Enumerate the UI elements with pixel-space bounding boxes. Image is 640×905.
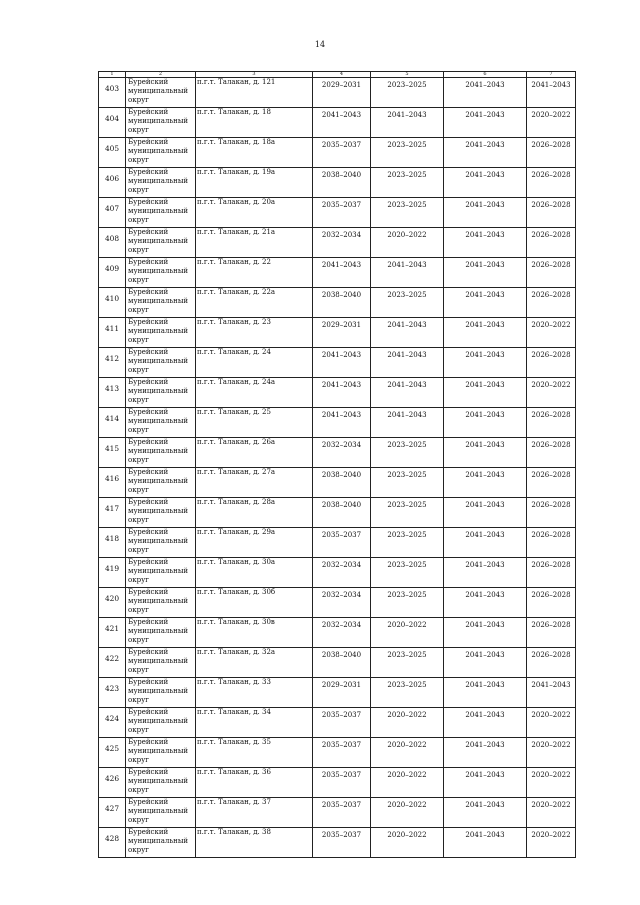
period-col5-cell: 2023–2025 [371, 288, 444, 318]
period-col5-cell: 2041–2043 [371, 378, 444, 408]
period-col7-cell: 2026–2028 [527, 438, 576, 468]
row-number: 415 [99, 438, 126, 468]
period-col5-cell: 2020–2022 [371, 768, 444, 798]
table-row [99, 468, 576, 498]
period-col7-cell: 2026–2028 [527, 648, 576, 678]
table-row [99, 528, 576, 558]
period-col7-cell: 2026–2028 [527, 588, 576, 618]
period-col6-cell: 2041–2043 [444, 798, 527, 828]
district-cell: Бурейский муниципальный округ [126, 618, 196, 648]
district-cell: Бурейский муниципальный округ [126, 138, 196, 168]
period-col4-cell: 2035–2037 [313, 708, 371, 738]
period-col7-cell: 2026–2028 [527, 498, 576, 528]
period-col4-cell: 2032–2034 [313, 588, 371, 618]
address-cell: п.г.т. Талакан, д. 36 [196, 768, 313, 798]
table-row [99, 198, 576, 228]
column-header: 3 [196, 72, 313, 78]
period-col5-cell: 2020–2022 [371, 708, 444, 738]
district-cell: Бурейский муниципальный округ [126, 168, 196, 198]
period-col5-cell: 2023–2025 [371, 678, 444, 708]
period-col7-cell: 2020–2022 [527, 378, 576, 408]
row-number: 427 [99, 798, 126, 828]
row-number: 428 [99, 828, 126, 858]
address-cell: п.г.т. Талакан, д. 20а [196, 198, 313, 228]
row-number: 411 [99, 318, 126, 348]
address-cell: п.г.т. Талакан, д. 18 [196, 108, 313, 138]
district-cell: Бурейский муниципальный округ [126, 588, 196, 618]
row-number: 408 [99, 228, 126, 258]
address-cell: п.г.т. Талакан, д. 21а [196, 228, 313, 258]
row-number: 419 [99, 558, 126, 588]
period-col6-cell: 2041–2043 [444, 168, 527, 198]
district-cell: Бурейский муниципальный округ [126, 378, 196, 408]
period-col4-cell: 2038–2040 [313, 468, 371, 498]
table-row [99, 318, 576, 348]
period-col5-cell: 2020–2022 [371, 798, 444, 828]
period-col7-cell: 2026–2028 [527, 348, 576, 378]
period-col4-cell: 2035–2037 [313, 198, 371, 228]
table-row [99, 138, 576, 168]
period-col5-cell: 2041–2043 [371, 108, 444, 138]
period-col6-cell: 2041–2043 [444, 198, 527, 228]
row-number: 406 [99, 168, 126, 198]
period-col5-cell: 2020–2022 [371, 618, 444, 648]
period-col5-cell: 2023–2025 [371, 438, 444, 468]
address-cell: п.г.т. Талакан, д. 32а [196, 648, 313, 678]
period-col6-cell: 2041–2043 [444, 378, 527, 408]
period-col6-cell: 2041–2043 [444, 828, 527, 858]
column-header: 2 [126, 72, 196, 78]
period-col5-cell: 2023–2025 [371, 198, 444, 228]
address-cell: п.г.т. Талакан, д. 38 [196, 828, 313, 858]
district-cell: Бурейский муниципальный округ [126, 228, 196, 258]
period-col6-cell: 2041–2043 [444, 618, 527, 648]
district-cell: Бурейский муниципальный округ [126, 408, 196, 438]
period-col7-cell: 2026–2028 [527, 288, 576, 318]
row-number: 416 [99, 468, 126, 498]
table-row [99, 408, 576, 438]
table-row [99, 498, 576, 528]
period-col7-cell: 2026–2028 [527, 138, 576, 168]
address-cell: п.г.т. Талакан, д. 121 [196, 78, 313, 108]
period-col6-cell: 2041–2043 [444, 108, 527, 138]
period-col6-cell: 2041–2043 [444, 678, 527, 708]
district-cell: Бурейский муниципальный округ [126, 648, 196, 678]
table-row [99, 648, 576, 678]
period-col7-cell: 2041–2043 [527, 678, 576, 708]
period-col6-cell: 2041–2043 [444, 258, 527, 288]
period-col5-cell: 2020–2022 [371, 738, 444, 768]
period-col4-cell: 2029–2031 [313, 318, 371, 348]
register-table [98, 71, 576, 858]
district-cell: Бурейский муниципальный округ [126, 708, 196, 738]
period-col6-cell: 2041–2043 [444, 138, 527, 168]
district-cell: Бурейский муниципальный округ [126, 828, 196, 858]
table-row [99, 558, 576, 588]
period-col7-cell: 2026–2028 [527, 408, 576, 438]
period-col6-cell: 2041–2043 [444, 498, 527, 528]
table-row [99, 618, 576, 648]
period-col5-cell: 2023–2025 [371, 558, 444, 588]
district-cell: Бурейский муниципальный округ [126, 798, 196, 828]
address-cell: п.г.т. Талакан, д. 24 [196, 348, 313, 378]
period-col4-cell: 2038–2040 [313, 648, 371, 678]
row-number: 413 [99, 378, 126, 408]
address-cell: п.г.т. Талакан, д. 18а [196, 138, 313, 168]
district-cell: Бурейский муниципальный округ [126, 468, 196, 498]
period-col4-cell: 2032–2034 [313, 618, 371, 648]
period-col4-cell: 2035–2037 [313, 138, 371, 168]
row-number: 417 [99, 498, 126, 528]
period-col4-cell: 2032–2034 [313, 228, 371, 258]
period-col6-cell: 2041–2043 [444, 468, 527, 498]
period-col5-cell: 2023–2025 [371, 498, 444, 528]
period-col6-cell: 2041–2043 [444, 228, 527, 258]
address-cell: п.г.т. Талакан, д. 25 [196, 408, 313, 438]
address-cell: п.г.т. Талакан, д. 29а [196, 528, 313, 558]
address-cell: п.г.т. Талакан, д. 35 [196, 738, 313, 768]
address-cell: п.г.т. Талакан, д. 22а [196, 288, 313, 318]
address-cell: п.г.т. Талакан, д. 30в [196, 618, 313, 648]
period-col7-cell: 2026–2028 [527, 258, 576, 288]
period-col5-cell: 2023–2025 [371, 78, 444, 108]
period-col7-cell: 2020–2022 [527, 798, 576, 828]
table-row [99, 78, 576, 108]
period-col7-cell: 2026–2028 [527, 558, 576, 588]
address-cell: п.г.т. Талакан, д. 34 [196, 708, 313, 738]
district-cell: Бурейский муниципальный округ [126, 78, 196, 108]
row-number: 420 [99, 588, 126, 618]
district-cell: Бурейский муниципальный округ [126, 738, 196, 768]
period-col4-cell: 2032–2034 [313, 438, 371, 468]
row-number: 418 [99, 528, 126, 558]
district-cell: Бурейский муниципальный округ [126, 768, 196, 798]
table-row [99, 378, 576, 408]
period-col4-cell: 2029–2031 [313, 78, 371, 108]
period-col6-cell: 2041–2043 [444, 768, 527, 798]
row-number: 421 [99, 618, 126, 648]
period-col6-cell: 2041–2043 [444, 588, 527, 618]
period-col4-cell: 2035–2037 [313, 528, 371, 558]
period-col7-cell: 2026–2028 [527, 168, 576, 198]
row-number: 424 [99, 708, 126, 738]
period-col7-cell: 2020–2022 [527, 768, 576, 798]
period-col4-cell: 2032–2034 [313, 558, 371, 588]
period-col7-cell: 2026–2028 [527, 228, 576, 258]
period-col5-cell: 2020–2022 [371, 828, 444, 858]
address-cell: п.г.т. Талакан, д. 33 [196, 678, 313, 708]
table-row [99, 228, 576, 258]
period-col4-cell: 2038–2040 [313, 168, 371, 198]
table-row [99, 438, 576, 468]
district-cell: Бурейский муниципальный округ [126, 318, 196, 348]
period-col4-cell: 2041–2043 [313, 378, 371, 408]
period-col4-cell: 2041–2043 [313, 408, 371, 438]
period-col6-cell: 2041–2043 [444, 348, 527, 378]
period-col7-cell: 2026–2028 [527, 198, 576, 228]
period-col7-cell: 2026–2028 [527, 618, 576, 648]
row-number: 409 [99, 258, 126, 288]
table-row [99, 768, 576, 798]
period-col6-cell: 2041–2043 [444, 408, 527, 438]
period-col4-cell: 2035–2037 [313, 828, 371, 858]
address-cell: п.г.т. Талакан, д. 37 [196, 798, 313, 828]
district-cell: Бурейский муниципальный округ [126, 558, 196, 588]
row-number: 403 [99, 78, 126, 108]
table-row [99, 108, 576, 138]
period-col5-cell: 2023–2025 [371, 468, 444, 498]
period-col7-cell: 2026–2028 [527, 528, 576, 558]
district-cell: Бурейский муниципальный округ [126, 498, 196, 528]
period-col6-cell: 2041–2043 [444, 438, 527, 468]
column-header: 1 [99, 72, 126, 78]
address-cell: п.г.т. Талакан, д. 30б [196, 588, 313, 618]
period-col4-cell: 2038–2040 [313, 288, 371, 318]
row-number: 423 [99, 678, 126, 708]
table-row [99, 168, 576, 198]
table-row [99, 708, 576, 738]
period-col4-cell: 2035–2037 [313, 798, 371, 828]
district-cell: Бурейский муниципальный округ [126, 108, 196, 138]
period-col5-cell: 2023–2025 [371, 138, 444, 168]
row-number: 426 [99, 768, 126, 798]
table-row [99, 288, 576, 318]
row-number: 425 [99, 738, 126, 768]
period-col4-cell: 2041–2043 [313, 258, 371, 288]
page-number: 14 [314, 40, 326, 49]
table-row [99, 678, 576, 708]
row-number: 404 [99, 108, 126, 138]
row-number: 407 [99, 198, 126, 228]
period-col5-cell: 2041–2043 [371, 318, 444, 348]
period-col5-cell: 2041–2043 [371, 408, 444, 438]
period-col6-cell: 2041–2043 [444, 648, 527, 678]
period-col7-cell: 2026–2028 [527, 468, 576, 498]
period-col6-cell: 2041–2043 [444, 558, 527, 588]
column-header: 7 [527, 72, 576, 78]
row-number: 414 [99, 408, 126, 438]
column-header: 4 [313, 72, 371, 78]
district-cell: Бурейский муниципальный округ [126, 678, 196, 708]
period-col7-cell: 2020–2022 [527, 108, 576, 138]
table-row [99, 348, 576, 378]
period-col4-cell: 2041–2043 [313, 348, 371, 378]
table-row [99, 258, 576, 288]
period-col6-cell: 2041–2043 [444, 708, 527, 738]
period-col7-cell: 2020–2022 [527, 318, 576, 348]
address-cell: п.г.т. Талакан, д. 22 [196, 258, 313, 288]
column-header: 5 [371, 72, 444, 78]
row-number: 410 [99, 288, 126, 318]
period-col7-cell: 2020–2022 [527, 708, 576, 738]
address-cell: п.г.т. Талакан, д. 19а [196, 168, 313, 198]
period-col7-cell: 2041–2043 [527, 78, 576, 108]
district-cell: Бурейский муниципальный округ [126, 528, 196, 558]
period-col4-cell: 2029–2031 [313, 678, 371, 708]
address-cell: п.г.т. Талакан, д. 28а [196, 498, 313, 528]
period-col4-cell: 2038–2040 [313, 498, 371, 528]
period-col4-cell: 2035–2037 [313, 768, 371, 798]
address-cell: п.г.т. Талакан, д. 30а [196, 558, 313, 588]
period-col5-cell: 2023–2025 [371, 168, 444, 198]
table-row [99, 738, 576, 768]
period-col6-cell: 2041–2043 [444, 528, 527, 558]
district-cell: Бурейский муниципальный округ [126, 258, 196, 288]
table-row [99, 798, 576, 828]
period-col6-cell: 2041–2043 [444, 318, 527, 348]
district-cell: Бурейский муниципальный округ [126, 288, 196, 318]
period-col7-cell: 2020–2022 [527, 828, 576, 858]
table-row [99, 588, 576, 618]
period-col6-cell: 2041–2043 [444, 738, 527, 768]
address-cell: п.г.т. Талакан, д. 26а [196, 438, 313, 468]
period-col5-cell: 2023–2025 [371, 588, 444, 618]
table-row [99, 828, 576, 858]
period-col4-cell: 2035–2037 [313, 738, 371, 768]
address-cell: п.г.т. Талакан, д. 27а [196, 468, 313, 498]
row-number: 405 [99, 138, 126, 168]
district-cell: Бурейский муниципальный округ [126, 198, 196, 228]
period-col5-cell: 2023–2025 [371, 528, 444, 558]
period-col5-cell: 2041–2043 [371, 348, 444, 378]
district-cell: Бурейский муниципальный округ [126, 438, 196, 468]
district-cell: Бурейский муниципальный округ [126, 348, 196, 378]
address-cell: п.г.т. Талакан, д. 24а [196, 378, 313, 408]
period-col5-cell: 2020–2022 [371, 228, 444, 258]
period-col7-cell: 2020–2022 [527, 738, 576, 768]
row-number: 422 [99, 648, 126, 678]
period-col5-cell: 2023–2025 [371, 648, 444, 678]
column-header: 6 [444, 72, 527, 78]
period-col4-cell: 2041–2043 [313, 108, 371, 138]
period-col6-cell: 2041–2043 [444, 78, 527, 108]
row-number: 412 [99, 348, 126, 378]
address-cell: п.г.т. Талакан, д. 23 [196, 318, 313, 348]
period-col6-cell: 2041–2043 [444, 288, 527, 318]
period-col5-cell: 2041–2043 [371, 258, 444, 288]
